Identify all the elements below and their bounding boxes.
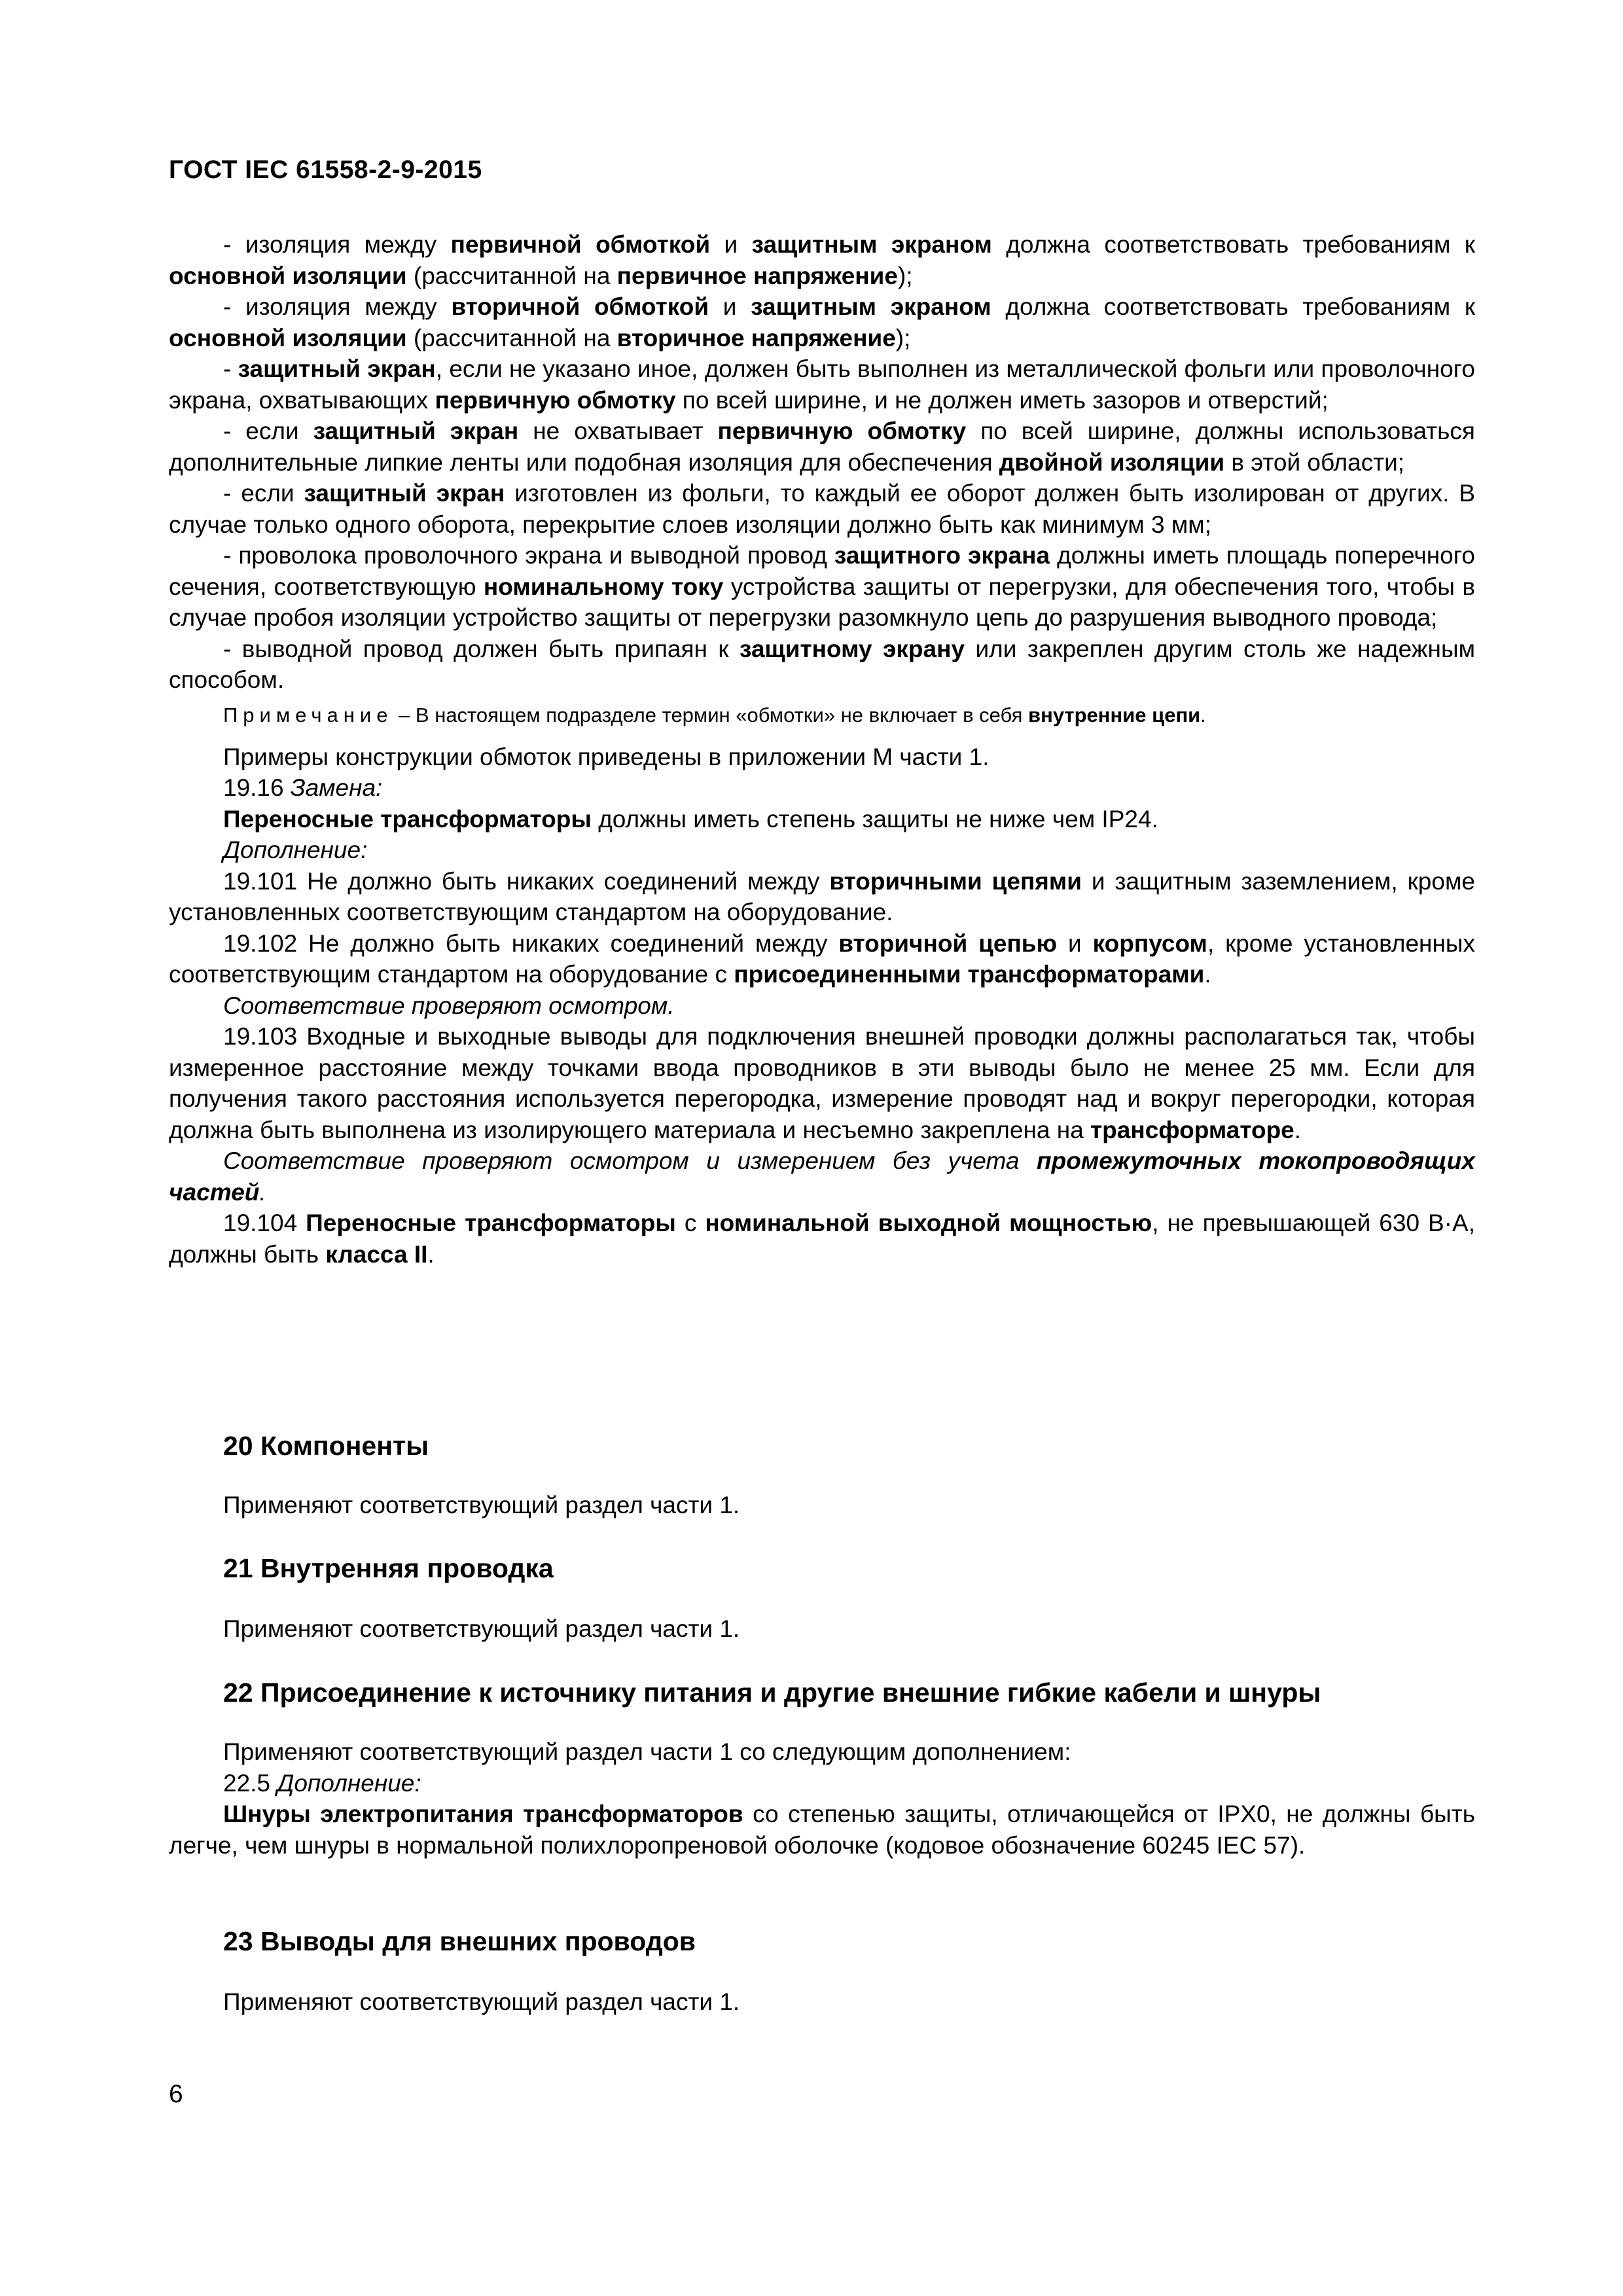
note: Примечание – В настоящем подразделе термин «обмотки» не включает в себя внутренние цепи.	[223, 703, 1206, 726]
list-item: - проволока проволочного экрана и выводной провод защитного экрана должны иметь площадь поперечного сечения, соответствующую номинальному току устройства защиты от перегрузки, для обеспечения того, чтобы в случае пробоя изоляции устройство защиты от перегрузки разомкнуло цепь до разрушения выводного провода;	[169, 542, 1475, 631]
list-item: - выводной провод должен быть припаян к защитному экрану или закреплен другим столь же надежным способом.	[169, 635, 1476, 693]
section-text-23: Применяют соответствующий раздел части 1.	[223, 1988, 740, 2015]
compliance-text: Соответствие проверяют осмотром и измерением без учета промежуточных токопроводящих частей.	[169, 1147, 1475, 1206]
clause-19-102: 19.102 Не должно быть никаких соединений между вторичной цепью и корпусом, кроме установленных соответствующим стандартом на оборудование с присоединенными трансформаторами.	[169, 929, 1476, 988]
addition-label: Дополнение:	[223, 836, 368, 863]
compliance-text: Соответствие проверяют осмотром.	[223, 992, 675, 1019]
section-text-20: Применяют соответствующий раздел части 1.	[223, 1492, 740, 1518]
list-item: - защитный экран, если не указано иное, должен быть выполнен из металлической фольги или проволочного экрана, охватывающих первичную обмотку по всей ширине, и не должен иметь зазоров и отверстий;	[169, 355, 1475, 414]
list-item: - если защитный экран изготовлен из фольги, то каждый ее оборот должен быть изолирован от других. В случае только одного оборота, перекрытие слоев изоляции должно быть как минимум 3 мм;	[169, 480, 1475, 538]
section-heading-23: 23 Выводы для внешних проводов	[223, 1926, 696, 1956]
list-item: - изоляция между вторичной обмоткой и защитным экраном должна соответствовать требованиям к основной изоляции (рассчитанной на вторичное напряжение);	[169, 293, 1476, 351]
section-text-21: Применяют соответствующий раздел части 1.	[223, 1615, 740, 1642]
list-item: - если защитный экран не охватывает первичную обмотку по всей ширине, должны использоваться дополнительные липкие ленты или подобная изоляция для обеспечения двойной изоляции в этой области;	[169, 418, 1475, 476]
clause-19-16-text: Переносные трансформаторы должны иметь степень защиты не ниже чем IP24.	[223, 805, 1158, 833]
list-item: - изоляция между первичной обмоткой и защитным экраном должна соответствовать требованиям к основной изоляции (рассчитанной на первичное напряжение);	[169, 231, 1475, 289]
document-header: ГОСТ IEC 61558-2-9-2015	[169, 156, 482, 184]
page-number: 6	[169, 2080, 183, 2108]
clause-19-101: 19.101 Не должно быть никаких соединений между вторичными цепями и защитным заземлением, кроме установленных соответствующим стандартом на оборудование.	[169, 867, 1475, 925]
clause-19-16: 19.16 Замена:	[223, 774, 383, 801]
section-text-22: Применяют соответствующий раздел части 1 со следующим дополнением: 22.5 Дополнение: Шнуры электропитания трансформаторов со степенью защиты, отличающейся от IPX0, не должны быть легче, чем шнуры в нормальной полихлоропреновой оболочке (кодовое обозначение 60245 IEC 57).	[169, 1738, 1475, 1859]
section-heading-22: 22 Присоединение к источнику питания и другие внешние гибкие кабели и шнуры	[223, 1677, 1321, 1708]
clause-19-103: 19.103 Входные и выходные выводы для подключения внешней проводки должны располагаться так, чтобы измеренное расстояние между точками ввода проводников в эти выводы было не менее 25 мм. Если для получения такого расстояния используется перегородка, измерение проводят над и вокруг перегородки, которая должна быть выполнена из изолирующего материала и несъемно закреплена на трансформаторе.	[169, 1023, 1475, 1143]
main-text	[169, 229, 1475, 1270]
examples-text: Примеры конструкции обмоток приведены в приложении М части 1.	[223, 743, 990, 770]
section-heading-20: 20 Компоненты	[223, 1431, 429, 1461]
clause-19-104: 19.104 Переносные трансформаторы с номинальной выходной мощностью, не превышающей 630 В·А, должны быть класса II.	[169, 1210, 1475, 1268]
section-heading-21: 21 Внутренняя проводка	[223, 1553, 554, 1583]
